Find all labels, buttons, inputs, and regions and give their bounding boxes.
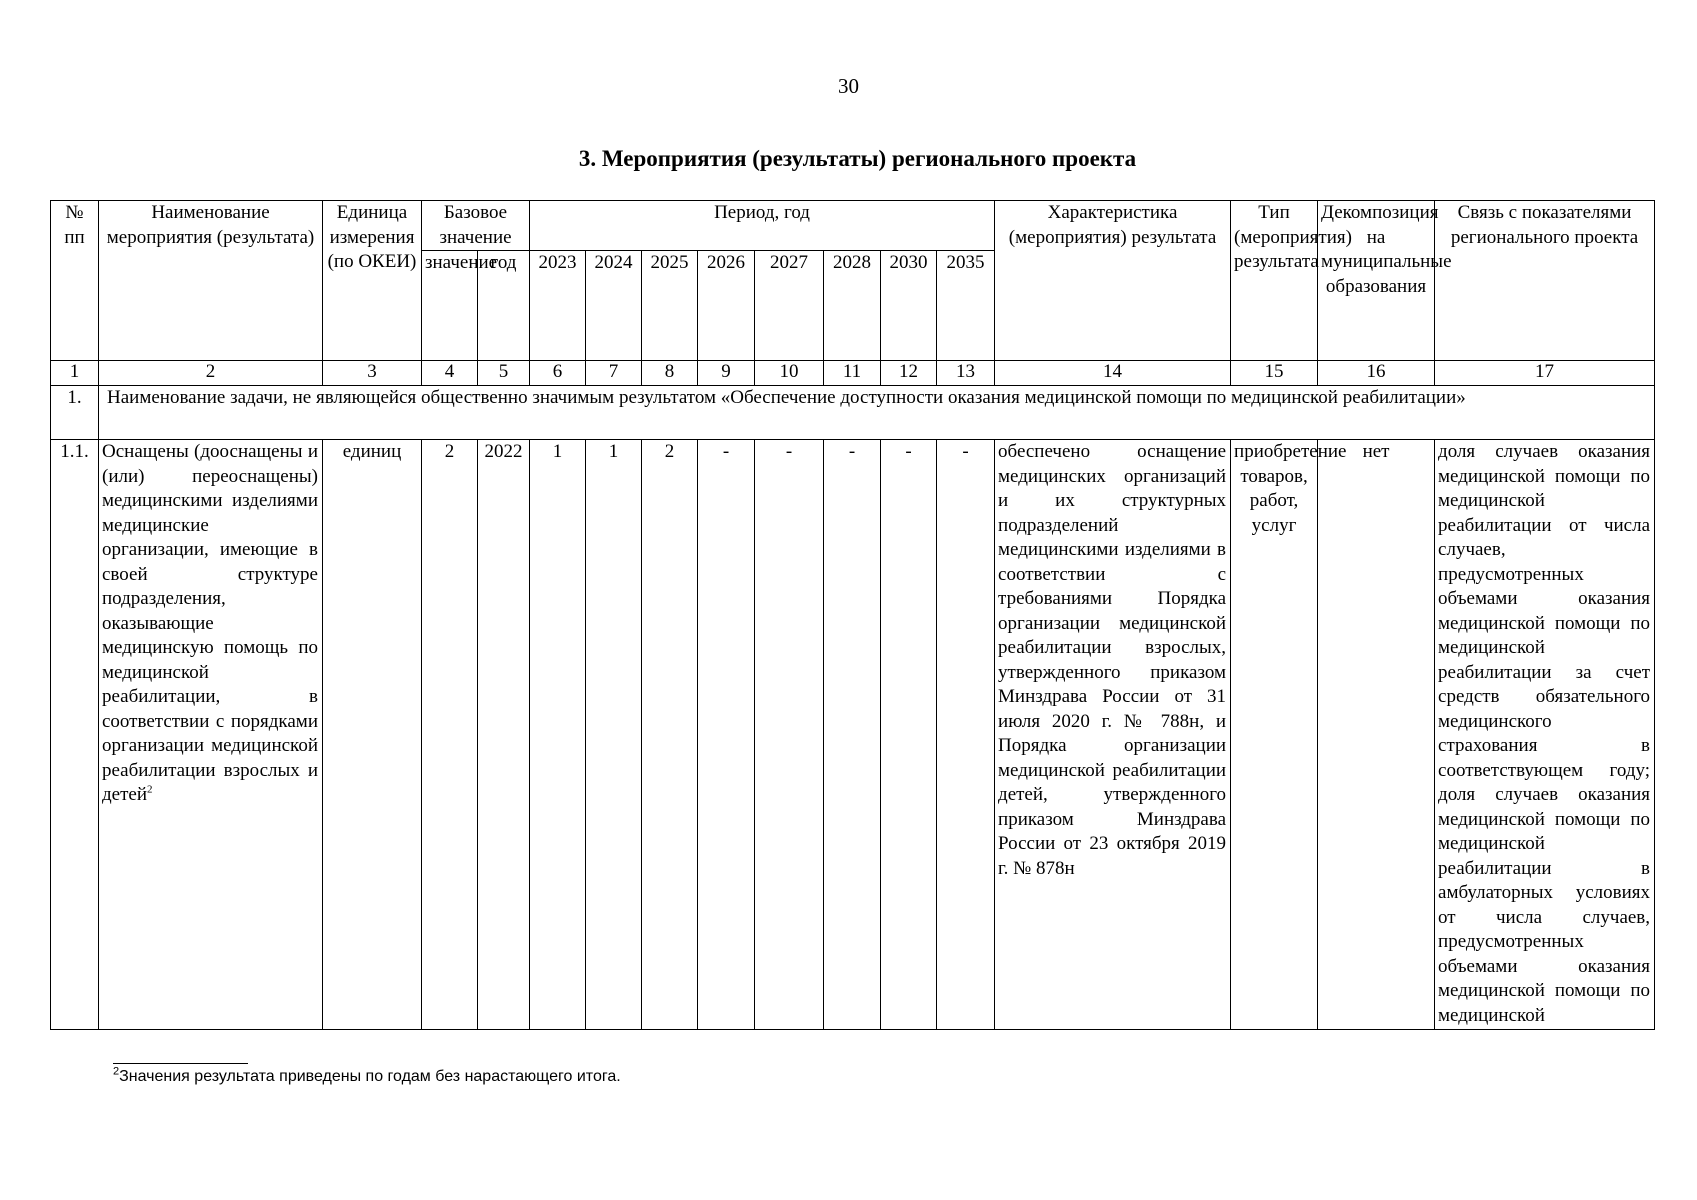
- task-text: Наименование задачи, не являющейся общественно значимым результатом «Обеспечение доступности оказания медицинской помощи по медицинской реабилитации»: [99, 386, 1655, 440]
- column-number: 12: [881, 361, 937, 386]
- column-number: 11: [824, 361, 881, 386]
- item-year-value: 1: [586, 440, 642, 1030]
- item-year-value: 2: [642, 440, 698, 1030]
- column-number: 1: [51, 361, 99, 386]
- item-year-value: -: [755, 440, 824, 1030]
- column-number: 15: [1231, 361, 1318, 386]
- footnote-reference: 2: [147, 783, 153, 796]
- item-number: 1.1.: [51, 440, 99, 1030]
- footnote-mark: 2: [113, 1065, 120, 1078]
- header-year: 2035: [937, 251, 995, 361]
- section-title: 3. Мероприятия (результаты) регионального проекта: [578, 146, 1137, 171]
- header-year: 2026: [698, 251, 755, 361]
- task-number: 1.: [51, 386, 99, 440]
- column-number: 16: [1318, 361, 1435, 386]
- item-base-value: 2: [422, 440, 478, 1030]
- header-name: Наименование мероприятия (результата): [99, 201, 323, 361]
- header-type: Тип (мероприятия) результата: [1231, 201, 1318, 361]
- item-type: приобретение товаров, работ, услуг: [1231, 440, 1318, 1030]
- header-period: Период, год: [530, 201, 995, 251]
- item-link: доля случаев оказания медицинской помощи по медицинской реабилитации от числа случаев, предусмотренных объемами оказания медицинской помощи по медицинской реабилитации за счет средств обязательного медицинского страхования в соответствующем году; доля случаев оказания медицинской помощи по медицинской реабилитации в амбулаторных условиях от числа случаев, предусмотренных объемами оказания медицинской помощи по медицинской: [1435, 440, 1655, 1030]
- item-row: [51, 440, 1655, 1030]
- header-year: 2030: [881, 251, 937, 361]
- header-year: 2024: [586, 251, 642, 361]
- item-year-value: 1: [530, 440, 586, 1030]
- item-name-cell: [99, 440, 323, 1030]
- item-year-value: -: [698, 440, 755, 1030]
- header-base-year: год: [478, 251, 530, 361]
- header-link: Связь с показателями регионального проекта: [1435, 201, 1655, 361]
- column-number: 10: [755, 361, 824, 386]
- column-number: 5: [478, 361, 530, 386]
- column-number: 17: [1435, 361, 1655, 386]
- footnote-divider: [113, 1063, 248, 1064]
- footnote: [113, 1065, 621, 1086]
- item-year-value: -: [881, 440, 937, 1030]
- projects-table: [50, 200, 1655, 1030]
- column-number: 2: [99, 361, 323, 386]
- header-row-top: [51, 201, 1655, 251]
- header-year: 2025: [642, 251, 698, 361]
- column-number: 4: [422, 361, 478, 386]
- header-year: 2028: [824, 251, 881, 361]
- item-decomposition: нет: [1318, 440, 1435, 1030]
- header-year: 2023: [530, 251, 586, 361]
- header-no: № пп: [51, 201, 99, 361]
- header-unit: Единица измерения (по ОКЕИ): [323, 201, 422, 361]
- header-decomposition: Декомпозиция на муниципальные образования: [1318, 201, 1435, 361]
- item-name: Оснащены (дооснащены и (или) переоснащены) медицинскими изделиями медицинские организации, имеющие в своей структуре подразделения, оказывающие медицинскую помощь по медицинской реабилитации, в соответствии с порядками организации медицинской реабилитации взрослых и детей: [102, 441, 318, 805]
- page-number: 30: [838, 74, 859, 98]
- column-number: 9: [698, 361, 755, 386]
- task-row: [51, 386, 1655, 440]
- column-number: 14: [995, 361, 1231, 386]
- header-year: 2027: [755, 251, 824, 361]
- item-unit: единиц: [323, 440, 422, 1030]
- header-base-value: значение: [422, 251, 478, 361]
- column-number: 3: [323, 361, 422, 386]
- item-year-value: -: [937, 440, 995, 1030]
- column-number: 8: [642, 361, 698, 386]
- column-number: 13: [937, 361, 995, 386]
- column-number: 6: [530, 361, 586, 386]
- item-base-year: 2022: [478, 440, 530, 1030]
- header-characteristic: Характеристика (мероприятия) результата: [995, 201, 1231, 361]
- footnote-text: Значения результата приведены по годам без нарастающего итога.: [119, 1068, 621, 1085]
- header-base: Базовое значение: [422, 201, 530, 251]
- column-number-row: [51, 361, 1655, 386]
- item-year-value: -: [824, 440, 881, 1030]
- item-characteristic: обеспечено оснащение медицинских организаций и их структурных подразделений медицинскими изделиями в соответствии с требованиями Порядка организации медицинской реабилитации взрослых, утвержденного приказом Минздрава России от 31 июля 2020 г. № 788н, и Порядка организации медицинской реабилитации детей, утвержденного приказом Минздрава России от 23 октября 2019 г. № 878н: [995, 440, 1231, 1030]
- column-number: 7: [586, 361, 642, 386]
